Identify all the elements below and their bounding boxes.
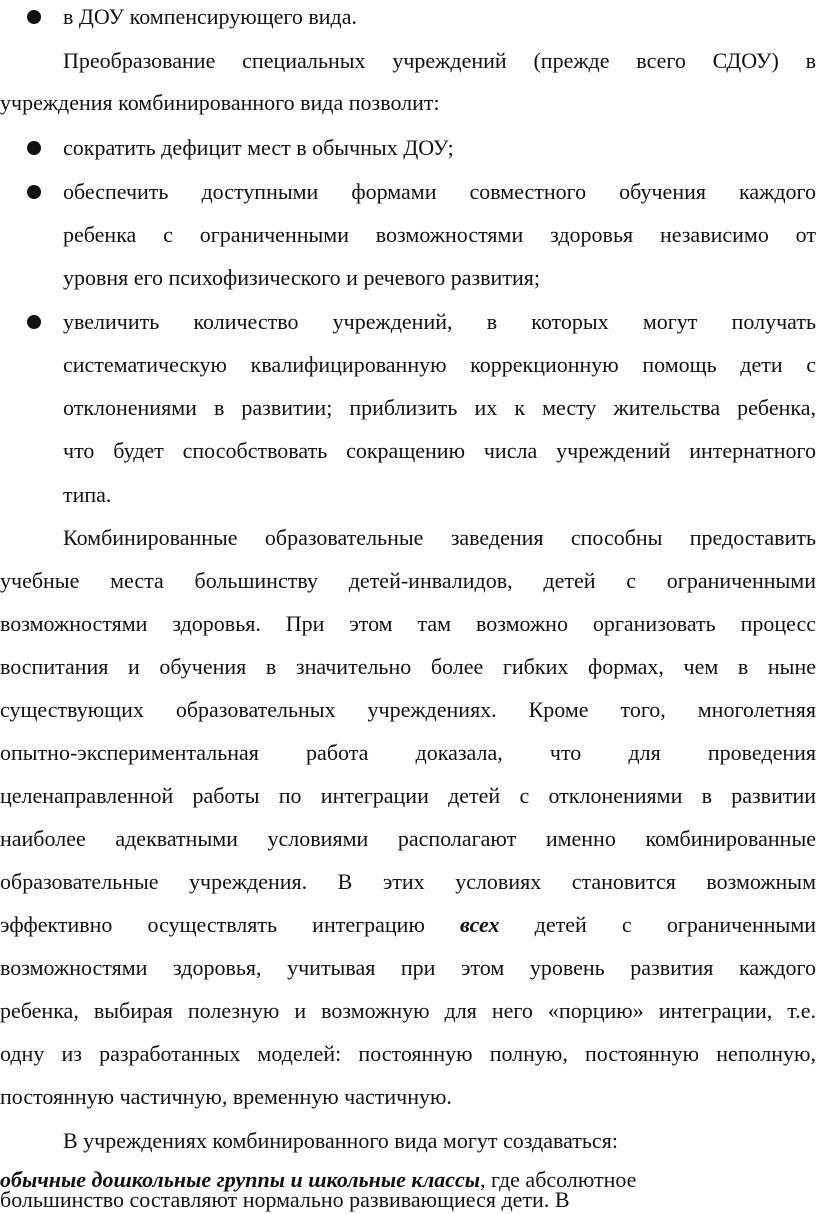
- paragraph-line: существующих образовательных учреждениях. Кроме того, многолетняя: [0, 697, 816, 722]
- paragraph-line: наиболее адекватными условиями располагают именно комбинированные: [0, 826, 816, 851]
- paragraph-line: учреждения комбинированного вида позволит:: [0, 90, 440, 115]
- bullet-text-line: уровня его психофизического и речевого развития;: [63, 265, 540, 290]
- paragraph-line: Комбинированные образовательные заведения способны предоставить: [63, 525, 816, 550]
- emphasized-phrase: обычные дошкольные группы и школьные классы: [0, 1167, 481, 1192]
- bullet-text-line: отклонениями в развитии; приблизить их к месту жительства ребенка,: [63, 395, 816, 420]
- text-segment: эффективно осуществлять интеграцию: [0, 912, 425, 937]
- paragraph-line: постоянную частичную, временную частичную.: [0, 1084, 452, 1109]
- bullet-text-line: в ДОУ компенсирующего вида.: [63, 4, 357, 29]
- bullet-text-line: ребенка с ограниченными возможностями здоровья независимо от: [63, 222, 816, 247]
- paragraph-line: Преобразование специальных учреждений (прежде всего СДОУ) в: [63, 48, 816, 73]
- paragraph-line: возможностями здоровья. При этом там возможно организовать процесс: [0, 611, 816, 636]
- paragraph-line: опытно-экспериментальная работа доказала, что для проведения: [0, 740, 816, 765]
- emphasized-word: всех: [460, 912, 500, 937]
- paragraph-line: возможностями здоровья, учитывая при этом уровень развития каждого: [0, 955, 816, 980]
- paragraph-line: образовательные учреждения. В этих условиях становится возможным: [0, 869, 816, 894]
- bullet-icon: [27, 315, 41, 329]
- bullet-icon: [27, 10, 41, 24]
- bullet-icon: [27, 185, 41, 199]
- bullet-text-line: сократить дефицит мест в обычных ДОУ;: [63, 135, 454, 160]
- paragraph-line: большинство составляют нормально развивающиеся дети. В: [0, 1187, 570, 1212]
- paragraph-line: В учреждениях комбинированного вида могут создаваться:: [63, 1128, 618, 1153]
- bullet-text-line: типа.: [63, 482, 112, 507]
- paragraph-line: целенаправленной работы по интеграции детей с отклонениями в развитии: [0, 783, 816, 808]
- bullet-text-line: систематическую квалифицированную коррекционную помощь дети с: [63, 352, 816, 377]
- paragraph-line: ребенка, выбирая полезную и возможную для него «порцию» интеграции, т.е.: [0, 998, 816, 1023]
- paragraph-line: [0, 911, 816, 939]
- bullet-icon: [27, 141, 41, 155]
- bullet-text-line: что будет способствовать сокращению числа учреждений интернатного: [63, 438, 816, 463]
- paragraph-line: учебные места большинству детей-инвалидов, детей с ограниченными: [0, 568, 816, 593]
- text-segment: , где абсолютное: [480, 1167, 637, 1192]
- text-segment: детей с ограниченными: [534, 912, 816, 937]
- bullet-text-line: обеспечить доступными формами совместного обучения каждого: [63, 179, 816, 204]
- paragraph-line: одну из разработанных моделей: постоянную полную, постоянную неполную,: [0, 1041, 816, 1066]
- bullet-text-line: увеличить количество учреждений, в которых могут получать: [63, 309, 816, 334]
- paragraph-line: воспитания и обучения в значительно более гибких формах, чем в ныне: [0, 654, 816, 679]
